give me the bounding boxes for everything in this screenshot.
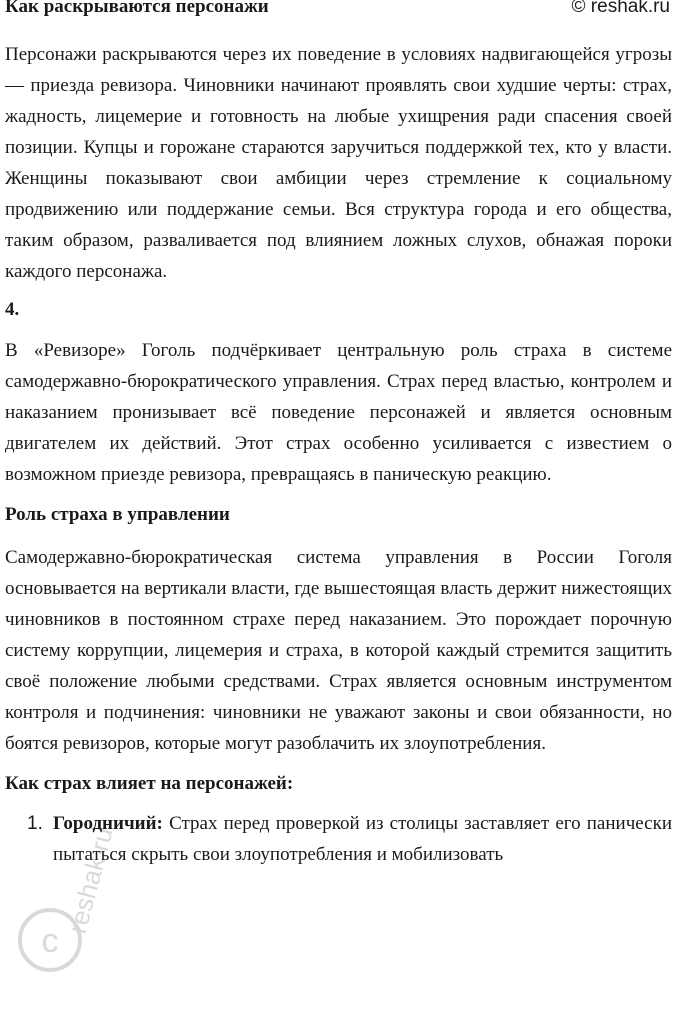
paragraph-fear-role: В «Ревизоре» Гоголь подчёркивает центральную роль страха в системе самодержавно-бюрократического управления. Страх перед властью, контролем и наказанием пронизывает всё поведение персонажей и является основным двигателем их действий. Этот страх особенно усиливается с известием о возможном приезде ревизора, превращаясь в паническую реакцию. xyxy=(5,340,672,485)
section-number: 4. xyxy=(5,299,20,320)
site-watermark: © reshak.ru xyxy=(571,0,670,17)
page-header xyxy=(5,0,672,22)
list-item-term: Городничий: xyxy=(53,813,163,834)
paragraph-characters: Персонажи раскрываются через их поведение в условиях надвигающейся угрозы — приезда ревизора. Чиновники начинают проявлять свои худшие черты: страх, жадность, лицемерие и готовность на любые ухищрения ради спасения своей позиции. Купцы и горожане стараются заручиться поддержкой тех, кто у власти. Женщины показывают свои амбиции через стремление к социальному продвижению или поддержание семьи. Вся структура города и его общества, таким образом, разваливается под влиянием ложных слухов, обнажая пороки каждого персонажа. xyxy=(5,44,672,282)
list-item-number: 1. xyxy=(27,813,43,834)
character-list xyxy=(5,808,672,870)
section-heading-characters: Как раскрываются персонажи xyxy=(5,0,269,17)
stamp-text: reshak.ru xyxy=(61,824,119,937)
paragraph-fear-in-government: Самодержавно-бюрократическая система управления в России Гоголя основывается на вертикали власти, где вышестоящая власть держит нижестоящих чиновников в постоянном страхе перед наказанием. Это порождает порочную систему коррупции, лицемерия и страха, в которой каждый стремится защитить своё положение любыми средствами. Страх является основным инструментом контроля и подчинения: чиновники не уважают законы и свои обязанности, но боятся ревизоров, которые могут разоблачить их злоупотребления. xyxy=(5,547,672,754)
list-item xyxy=(5,808,672,870)
svg-text:c: c xyxy=(41,922,59,960)
section-heading-fear-effect: Как страх влияет на персонажей: xyxy=(5,773,294,794)
list-item-text: Страх перед проверкой из столицы заставляет его панически пытаться скрыть свои злоупотребления и мобилизовать xyxy=(53,813,672,865)
section-heading-fear-in-government: Роль страха в управлении xyxy=(5,504,230,525)
